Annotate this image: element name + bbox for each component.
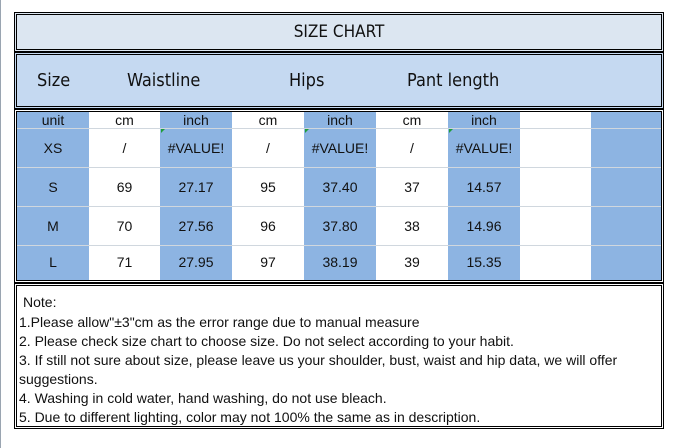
size-label-cell: L bbox=[49, 253, 57, 270]
measure-cell: 27.17 bbox=[178, 178, 214, 195]
unit-header-cell: cm bbox=[115, 112, 134, 128]
header-row bbox=[14, 52, 664, 109]
measure-cell: 69 bbox=[116, 178, 133, 195]
size-label-cell: M bbox=[47, 217, 59, 234]
measure-cell: 15.35 bbox=[466, 253, 502, 270]
measure-cell: 14.96 bbox=[466, 217, 502, 234]
measure-cell: 70 bbox=[116, 217, 133, 234]
header-pant-length: Pant length bbox=[407, 70, 500, 91]
header-waistline: Waistline bbox=[127, 70, 201, 91]
measure-cell: 37.40 bbox=[322, 178, 358, 195]
measure-cell: 27.95 bbox=[178, 253, 214, 270]
unit-header-cell: inch bbox=[471, 112, 497, 128]
chart-title: SIZE CHART bbox=[14, 12, 664, 52]
empty-column-bg bbox=[591, 112, 661, 280]
measure-cell: 37.80 bbox=[322, 217, 358, 234]
size-label-cell: S bbox=[48, 178, 58, 195]
measure-cell: / bbox=[122, 139, 127, 156]
size-label-cell: XS bbox=[43, 139, 63, 156]
header-hips: Hips bbox=[289, 70, 325, 91]
sheet-left-border bbox=[0, 0, 1, 448]
unit-header-cell: inch bbox=[183, 112, 209, 128]
measure-cell: 38 bbox=[404, 217, 420, 234]
note-item: 1.Please allow"±3"cm as the error range due to manual measure bbox=[19, 314, 420, 330]
measure-cell: #VALUE! bbox=[455, 139, 513, 156]
header-size: Size bbox=[37, 70, 71, 91]
note-heading: Note: bbox=[23, 294, 57, 310]
note-item-continued: suggestions. bbox=[19, 371, 98, 387]
measure-cell: / bbox=[410, 139, 414, 156]
note-item: 5. Due to different lighting, color may not 100% the same as in description. bbox=[19, 409, 481, 425]
size-table bbox=[14, 109, 664, 283]
note-item: 2. Please check size chart to choose size. Do not select according to your habit. bbox=[19, 333, 514, 349]
unit-header-cell: cm bbox=[258, 112, 278, 128]
unit-header-cell: cm bbox=[402, 112, 422, 128]
measure-cell: 97 bbox=[260, 253, 276, 270]
measure-cell: 95 bbox=[260, 178, 276, 195]
measure-cell: #VALUE! bbox=[167, 139, 225, 156]
note-item: 3. If still not sure about size, please leave us your shoulder, bust, waist and hip data, we will offer bbox=[19, 352, 618, 368]
measure-cell: 14.57 bbox=[466, 178, 502, 195]
unit-header-cell: unit bbox=[41, 112, 65, 128]
measure-cell: 96 bbox=[260, 217, 276, 234]
note-item: 4. Washing in cold water, hand washing, do not use bleach. bbox=[19, 390, 387, 406]
measure-cell: / bbox=[266, 139, 270, 156]
size-chart-sheet bbox=[14, 12, 664, 427]
measure-cell: 38.19 bbox=[322, 253, 358, 270]
measure-cell: 39 bbox=[404, 253, 420, 270]
measure-cell: 27.56 bbox=[178, 217, 214, 234]
unit-header-cell: inch bbox=[327, 112, 353, 128]
measure-cell: 71 bbox=[116, 253, 133, 270]
notes-box bbox=[14, 283, 664, 429]
measure-cell: 37 bbox=[404, 178, 420, 195]
measure-cell: #VALUE! bbox=[311, 139, 369, 156]
